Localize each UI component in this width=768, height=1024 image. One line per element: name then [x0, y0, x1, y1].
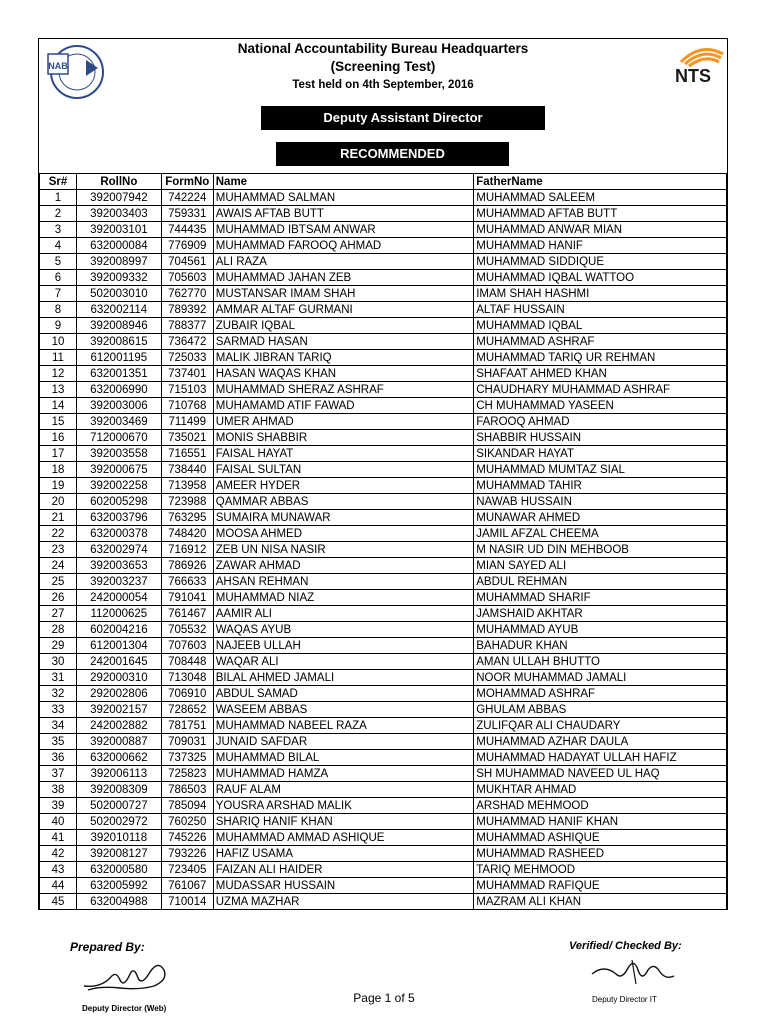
cell-fathername: IMAM SHAH HASHMI	[474, 286, 727, 302]
cell-rollno: 602005298	[76, 494, 161, 510]
cell-fathername: MUHAMMAD AZHAR DAULA	[474, 734, 727, 750]
cell-fathername: MUHAMMAD RASHEED	[474, 846, 727, 862]
cell-fathername: MUHAMMAD AYUB	[474, 622, 727, 638]
cell-formno: 776909	[161, 238, 213, 254]
cell-formno: 791041	[161, 590, 213, 606]
cell-name: NAJEEB ULLAH	[213, 638, 473, 654]
cell-fathername: MOHAMMAD ASHRAF	[474, 686, 727, 702]
cell-sr: 35	[40, 734, 77, 750]
cell-rollno: 392003006	[76, 398, 161, 414]
cell-sr: 25	[40, 574, 77, 590]
cell-rollno: 502002972	[76, 814, 161, 830]
cell-rollno: 632002974	[76, 542, 161, 558]
verified-by-title: Deputy Director IT	[592, 995, 657, 1004]
table-row	[40, 510, 727, 526]
test-date: Test held on 4th September, 2016	[292, 79, 474, 91]
table-row	[40, 206, 727, 222]
status-banner: RECOMMENDED	[276, 142, 509, 166]
table-row	[40, 606, 727, 622]
cell-sr: 32	[40, 686, 77, 702]
document-sheet	[38, 38, 728, 910]
cell-formno: 744435	[161, 222, 213, 238]
table-row	[40, 334, 727, 350]
cell-rollno: 632000662	[76, 750, 161, 766]
cell-formno: 723405	[161, 862, 213, 878]
cell-formno: 716551	[161, 446, 213, 462]
col-header-formno: FormNo	[161, 174, 213, 190]
page-number: Page 1 of 5	[353, 991, 415, 1005]
cell-rollno: 612001304	[76, 638, 161, 654]
cell-formno: 711499	[161, 414, 213, 430]
cell-sr: 17	[40, 446, 77, 462]
cell-sr: 15	[40, 414, 77, 430]
cell-rollno: 392008309	[76, 782, 161, 798]
cell-name: MUHAMMAD NABEEL RAZA	[213, 718, 473, 734]
cell-sr: 44	[40, 878, 77, 894]
cell-sr: 40	[40, 814, 77, 830]
cell-fathername: MUHAMMAD SALEEM	[474, 190, 727, 206]
table-row	[40, 894, 727, 910]
table-row	[40, 702, 727, 718]
cell-rollno: 632000378	[76, 526, 161, 542]
prepared-by-label: Prepared By:	[70, 940, 145, 954]
cell-fathername: MUHAMMAD ANWAR MIAN	[474, 222, 727, 238]
table-row	[40, 654, 727, 670]
cell-fathername: M NASIR UD DIN MEHBOOB	[474, 542, 727, 558]
table-row	[40, 590, 727, 606]
cell-name: AAMIR ALI	[213, 606, 473, 622]
cell-name: FAIZAN ALI HAIDER	[213, 862, 473, 878]
table-row	[40, 766, 727, 782]
cell-sr: 9	[40, 318, 77, 334]
cell-fathername: BAHADUR KHAN	[474, 638, 727, 654]
cell-formno: 736472	[161, 334, 213, 350]
cell-sr: 33	[40, 702, 77, 718]
cell-name: YOUSRA ARSHAD MALIK	[213, 798, 473, 814]
cell-fathername: SHABBIR HUSSAIN	[474, 430, 727, 446]
cell-formno: 759331	[161, 206, 213, 222]
table-row	[40, 862, 727, 878]
table-row	[40, 670, 727, 686]
cell-name: ZAWAR AHMAD	[213, 558, 473, 574]
cell-formno: 716912	[161, 542, 213, 558]
table-row	[40, 350, 727, 366]
cell-fathername: ALTAF HUSSAIN	[474, 302, 727, 318]
cell-formno: 723988	[161, 494, 213, 510]
cell-fathername: MUHAMMAD AFTAB BUTT	[474, 206, 727, 222]
cell-rollno: 392003558	[76, 446, 161, 462]
cell-fathername: MUHAMMAD TAHIR	[474, 478, 727, 494]
cell-name: WAQAS AYUB	[213, 622, 473, 638]
cell-formno: 708448	[161, 654, 213, 670]
prepared-by-title: Deputy Director (Web)	[82, 1004, 167, 1013]
cell-rollno: 392002258	[76, 478, 161, 494]
cell-fathername: ZULIFQAR ALI CHAUDARY	[474, 718, 727, 734]
cell-sr: 2	[40, 206, 77, 222]
cell-rollno: 112000625	[76, 606, 161, 622]
table-row	[40, 830, 727, 846]
cell-rollno: 632002114	[76, 302, 161, 318]
cell-name: WAQAR ALI	[213, 654, 473, 670]
cell-name: RAUF ALAM	[213, 782, 473, 798]
table-row	[40, 750, 727, 766]
cell-name: MUHAMMAD SALMAN	[213, 190, 473, 206]
cell-sr: 26	[40, 590, 77, 606]
cell-formno: 725033	[161, 350, 213, 366]
nab-logo-text: NAB	[48, 61, 68, 71]
cell-name: MUSTANSAR IMAM SHAH	[213, 286, 473, 302]
table-row	[40, 302, 727, 318]
cell-name: UMER AHMAD	[213, 414, 473, 430]
table-row	[40, 430, 727, 446]
cell-name: AMEER HYDER	[213, 478, 473, 494]
cell-rollno: 392003237	[76, 574, 161, 590]
cell-formno: 766633	[161, 574, 213, 590]
cell-name: ALI RAZA	[213, 254, 473, 270]
cell-formno: 706910	[161, 686, 213, 702]
document-header	[39, 39, 727, 173]
cell-name: FAISAL SULTAN	[213, 462, 473, 478]
cell-name: MUHAMMAD FAROOQ AHMAD	[213, 238, 473, 254]
cell-rollno: 712000670	[76, 430, 161, 446]
table-row	[40, 878, 727, 894]
cell-sr: 34	[40, 718, 77, 734]
cell-sr: 3	[40, 222, 77, 238]
cell-rollno: 502000727	[76, 798, 161, 814]
cell-fathername: ARSHAD MEHMOOD	[474, 798, 727, 814]
candidates-table	[39, 173, 727, 910]
cell-fathername: AMAN ULLAH BHUTTO	[474, 654, 727, 670]
nts-logo-icon	[651, 40, 727, 88]
cell-name: MUHAMMAD BILAL	[213, 750, 473, 766]
cell-sr: 19	[40, 478, 77, 494]
table-row	[40, 382, 727, 398]
cell-fathername: MUKHTAR AHMAD	[474, 782, 727, 798]
cell-fathername: MUHAMMAD SHARIF	[474, 590, 727, 606]
cell-name: SUMAIRA MUNAWAR	[213, 510, 473, 526]
table-row	[40, 526, 727, 542]
col-header-sr: Sr#	[40, 174, 77, 190]
cell-fathername: MAZRAM ALI KHAN	[474, 894, 727, 910]
cell-sr: 1	[40, 190, 77, 206]
cell-name: MUHAMAMD ATIF FAWAD	[213, 398, 473, 414]
cell-fathername: MIAN SAYED ALI	[474, 558, 727, 574]
cell-name: AHSAN REHMAN	[213, 574, 473, 590]
cell-name: MUDASSAR HUSSAIN	[213, 878, 473, 894]
cell-fathername: NAWAB HUSSAIN	[474, 494, 727, 510]
table-row	[40, 398, 727, 414]
table-row	[40, 718, 727, 734]
cell-formno: 762770	[161, 286, 213, 302]
cell-sr: 13	[40, 382, 77, 398]
cell-rollno: 392003403	[76, 206, 161, 222]
table-row	[40, 286, 727, 302]
cell-formno: 704561	[161, 254, 213, 270]
cell-fathername: ABDUL REHMAN	[474, 574, 727, 590]
cell-rollno: 392009332	[76, 270, 161, 286]
table-row	[40, 782, 727, 798]
table-row	[40, 238, 727, 254]
cell-name: SARMAD HASAN	[213, 334, 473, 350]
cell-formno: 707603	[161, 638, 213, 654]
table-row	[40, 574, 727, 590]
cell-sr: 39	[40, 798, 77, 814]
cell-formno: 709031	[161, 734, 213, 750]
table-row	[40, 478, 727, 494]
table-row	[40, 846, 727, 862]
cell-name: SHARIQ HANIF KHAN	[213, 814, 473, 830]
cell-rollno: 632000084	[76, 238, 161, 254]
cell-name: BILAL AHMED JAMALI	[213, 670, 473, 686]
cell-formno: 715103	[161, 382, 213, 398]
cell-name: ZEB UN NISA NASIR	[213, 542, 473, 558]
cell-name: HASAN WAQAS KHAN	[213, 366, 473, 382]
cell-name: QAMMAR ABBAS	[213, 494, 473, 510]
cell-fathername: TARIQ MEHMOOD	[474, 862, 727, 878]
cell-name: ABDUL SAMAD	[213, 686, 473, 702]
cell-sr: 23	[40, 542, 77, 558]
cell-fathername: MUNAWAR AHMED	[474, 510, 727, 526]
cell-sr: 24	[40, 558, 77, 574]
table-row	[40, 318, 727, 334]
cell-rollno: 392008127	[76, 846, 161, 862]
cell-formno: 789392	[161, 302, 213, 318]
cell-sr: 28	[40, 622, 77, 638]
cell-formno: 725823	[161, 766, 213, 782]
cell-formno: 781751	[161, 718, 213, 734]
table-row	[40, 254, 727, 270]
col-header-name: Name	[213, 174, 473, 190]
cell-fathername: JAMSHAID AKHTAR	[474, 606, 727, 622]
cell-rollno: 292000310	[76, 670, 161, 686]
cell-sr: 36	[40, 750, 77, 766]
page-subtitle: (Screening Test)	[330, 59, 436, 74]
cell-rollno: 632003796	[76, 510, 161, 526]
cell-rollno: 392003101	[76, 222, 161, 238]
cell-sr: 38	[40, 782, 77, 798]
table-row	[40, 270, 727, 286]
cell-rollno: 632000580	[76, 862, 161, 878]
prepared-signature	[80, 954, 180, 996]
cell-sr: 12	[40, 366, 77, 382]
cell-fathername: MUHAMMAD HANIF	[474, 238, 727, 254]
cell-name: JUNAID SAFDAR	[213, 734, 473, 750]
cell-formno: 728652	[161, 702, 213, 718]
cell-sr: 20	[40, 494, 77, 510]
cell-fathername: GHULAM ABBAS	[474, 702, 727, 718]
cell-sr: 11	[40, 350, 77, 366]
cell-rollno: 242002882	[76, 718, 161, 734]
cell-formno: 761467	[161, 606, 213, 622]
cell-fathername: JAMIL AFZAL CHEEMA	[474, 526, 727, 542]
cell-name: MUHAMMAD HAMZA	[213, 766, 473, 782]
cell-name: MONIS SHABBIR	[213, 430, 473, 446]
cell-formno: 742224	[161, 190, 213, 206]
table-row	[40, 366, 727, 382]
cell-fathername: MUHAMMAD HANIF KHAN	[474, 814, 727, 830]
cell-fathername: SIKANDAR HAYAT	[474, 446, 727, 462]
cell-name: FAISAL HAYAT	[213, 446, 473, 462]
cell-formno: 737325	[161, 750, 213, 766]
cell-formno: 785094	[161, 798, 213, 814]
table-header-row	[40, 174, 727, 190]
cell-rollno: 392008946	[76, 318, 161, 334]
cell-name: MUHAMMAD NIAZ	[213, 590, 473, 606]
cell-formno: 761067	[161, 878, 213, 894]
cell-fathername: MUHAMMAD ASHRAF	[474, 334, 727, 350]
cell-fathername: MUHAMMAD IQBAL	[474, 318, 727, 334]
cell-rollno: 392000675	[76, 462, 161, 478]
cell-name: MUHAMMAD SHERAZ ASHRAF	[213, 382, 473, 398]
table-row	[40, 414, 727, 430]
table-row	[40, 638, 727, 654]
table-row	[40, 798, 727, 814]
cell-rollno: 502003010	[76, 286, 161, 302]
cell-rollno: 242001645	[76, 654, 161, 670]
col-header-rollno: RollNo	[76, 174, 161, 190]
cell-sr: 7	[40, 286, 77, 302]
table-row	[40, 190, 727, 206]
table-row	[40, 462, 727, 478]
cell-formno: 705603	[161, 270, 213, 286]
cell-fathername: CHAUDHARY MUHAMMAD ASHRAF	[474, 382, 727, 398]
table-row	[40, 622, 727, 638]
cell-sr: 4	[40, 238, 77, 254]
cell-formno: 737401	[161, 366, 213, 382]
cell-sr: 42	[40, 846, 77, 862]
cell-name: ZUBAIR IQBAL	[213, 318, 473, 334]
cell-sr: 14	[40, 398, 77, 414]
cell-rollno: 392002157	[76, 702, 161, 718]
table-row	[40, 686, 727, 702]
cell-name: AMMAR ALTAF GURMANI	[213, 302, 473, 318]
cell-sr: 30	[40, 654, 77, 670]
cell-fathername: FAROOQ AHMAD	[474, 414, 727, 430]
cell-rollno: 392006113	[76, 766, 161, 782]
cell-fathername: NOOR MUHAMMAD JAMALI	[474, 670, 727, 686]
cell-rollno: 392010118	[76, 830, 161, 846]
nts-logo-text: NTS	[675, 66, 711, 86]
cell-rollno: 392008997	[76, 254, 161, 270]
cell-sr: 16	[40, 430, 77, 446]
cell-sr: 6	[40, 270, 77, 286]
cell-sr: 41	[40, 830, 77, 846]
cell-formno: 713958	[161, 478, 213, 494]
cell-fathername: MUHAMMAD IQBAL WATTOO	[474, 270, 727, 286]
cell-sr: 18	[40, 462, 77, 478]
table-body	[40, 190, 727, 910]
cell-name: UZMA MAZHAR	[213, 894, 473, 910]
cell-formno: 786926	[161, 558, 213, 574]
cell-formno: 745226	[161, 830, 213, 846]
cell-formno: 763295	[161, 510, 213, 526]
cell-fathername: CH MUHAMMAD YASEEN	[474, 398, 727, 414]
cell-formno: 710014	[161, 894, 213, 910]
cell-fathername: MUHAMMAD HADAYAT ULLAH HAFIZ	[474, 750, 727, 766]
cell-name: AWAIS AFTAB BUTT	[213, 206, 473, 222]
cell-sr: 21	[40, 510, 77, 526]
cell-name: MUHAMMAD AMMAD ASHIQUE	[213, 830, 473, 846]
table-row	[40, 734, 727, 750]
cell-rollno: 392003469	[76, 414, 161, 430]
cell-sr: 8	[40, 302, 77, 318]
cell-formno: 788377	[161, 318, 213, 334]
cell-fathername: MUHAMMAD SIDDIQUE	[474, 254, 727, 270]
cell-rollno: 612001195	[76, 350, 161, 366]
cell-rollno: 632004988	[76, 894, 161, 910]
cell-fathername: MUHAMMAD RAFIQUE	[474, 878, 727, 894]
cell-sr: 31	[40, 670, 77, 686]
col-header-fathername: FatherName	[474, 174, 727, 190]
cell-rollno: 602004216	[76, 622, 161, 638]
cell-sr: 43	[40, 862, 77, 878]
cell-rollno: 392003653	[76, 558, 161, 574]
cell-rollno: 632005992	[76, 878, 161, 894]
cell-sr: 29	[40, 638, 77, 654]
cell-formno: 760250	[161, 814, 213, 830]
cell-sr: 5	[40, 254, 77, 270]
cell-formno: 748420	[161, 526, 213, 542]
table-row	[40, 446, 727, 462]
cell-formno: 738440	[161, 462, 213, 478]
cell-formno: 713048	[161, 670, 213, 686]
cell-fathername: MUHAMMAD MUMTAZ SIAL	[474, 462, 727, 478]
table-row	[40, 542, 727, 558]
cell-rollno: 392000887	[76, 734, 161, 750]
cell-name: MOOSA AHMED	[213, 526, 473, 542]
cell-name: MALIK JIBRAN TARIQ	[213, 350, 473, 366]
position-banner: Deputy Assistant Director	[261, 106, 545, 130]
cell-name: MUHAMMAD JAHAN ZEB	[213, 270, 473, 286]
cell-formno: 786503	[161, 782, 213, 798]
cell-rollno: 242000054	[76, 590, 161, 606]
cell-formno: 793226	[161, 846, 213, 862]
cell-rollno: 392008615	[76, 334, 161, 350]
cell-sr: 27	[40, 606, 77, 622]
cell-sr: 37	[40, 766, 77, 782]
cell-rollno: 632006990	[76, 382, 161, 398]
table-row	[40, 494, 727, 510]
cell-name: MUHAMMAD IBTSAM ANWAR	[213, 222, 473, 238]
cell-fathername: MUHAMMAD TARIQ UR REHMAN	[474, 350, 727, 366]
cell-fathername: SH MUHAMMAD NAVEED UL HAQ	[474, 766, 727, 782]
verified-signature	[588, 954, 678, 990]
verified-by-label: Verified/ Checked By:	[569, 940, 682, 952]
cell-sr: 10	[40, 334, 77, 350]
cell-name: HAFIZ USAMA	[213, 846, 473, 862]
cell-rollno: 292002806	[76, 686, 161, 702]
cell-rollno: 632001351	[76, 366, 161, 382]
cell-formno: 705532	[161, 622, 213, 638]
cell-rollno: 392007942	[76, 190, 161, 206]
cell-sr: 45	[40, 894, 77, 910]
table-row	[40, 814, 727, 830]
cell-fathername: MUHAMMAD ASHIQUE	[474, 830, 727, 846]
cell-fathername: SHAFAAT AHMED KHAN	[474, 366, 727, 382]
table-row	[40, 222, 727, 238]
cell-name: WASEEM ABBAS	[213, 702, 473, 718]
page-title: National Accountability Bureau Headquarters	[237, 41, 529, 56]
cell-formno: 735021	[161, 430, 213, 446]
cell-formno: 710768	[161, 398, 213, 414]
cell-sr: 22	[40, 526, 77, 542]
table-row	[40, 558, 727, 574]
